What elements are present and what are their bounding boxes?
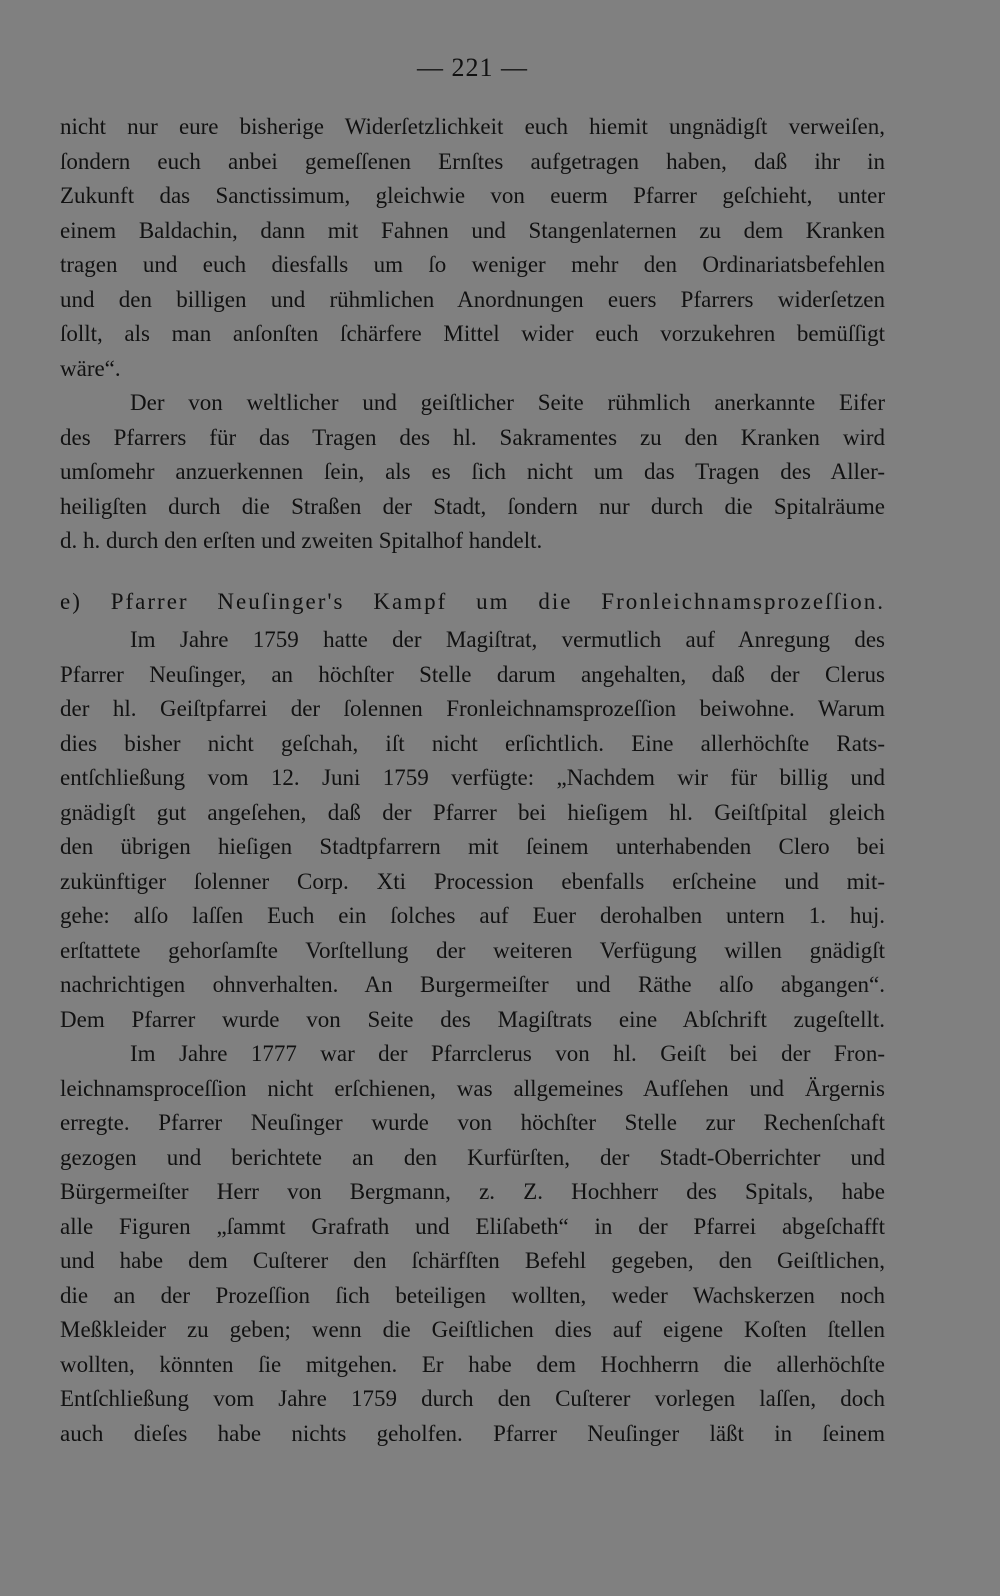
text-line: zukünftiger ſolenner Corp. Xti Procession ebenfalls erſcheine und mit- bbox=[60, 868, 885, 894]
paragraph bbox=[60, 110, 885, 386]
text-line: erſtattete gehorſamſte Vorſtellung der weiteren Verfügung willen gnädigſt bbox=[60, 937, 885, 963]
text-line: gnädigſt gut angeſehen, daß der Pfarrer bei hieſigem hl. Geiſtſpital gleich bbox=[60, 799, 885, 825]
text-line: nachrichtigen ohnverhalten. An Burgermeiſter und Räthe alſo abgangen“. bbox=[60, 972, 885, 997]
text-line: Dem Pfarrer wurde von Seite des Magiſtrats eine Abſchrift zugeſtellt. bbox=[60, 1006, 885, 1032]
text-line: wollten, könnten ſie mitgehen. Er habe dem Hochherrn die allerhöchſte bbox=[60, 1351, 885, 1377]
text-line: dies bisher nicht geſchah, iſt nicht erſichtlich. Eine allerhöchſte Rats- bbox=[60, 730, 885, 756]
text-line: erregte. Pfarrer Neuſinger wurde von höchſter Stelle zur Rechenſchaft bbox=[60, 1110, 885, 1135]
text-line: die an der Prozeſſion ſich beteiligen wollten, weder Wachskerzen noch bbox=[60, 1282, 885, 1308]
text-line: Zukunft das Sanctissimum, gleichwie von euerm Pfarrer geſchieht, unter bbox=[60, 183, 885, 208]
text-line: d. h. durch den erſten und zweiten Spitalhof handelt. bbox=[60, 528, 543, 553]
text-line: ſollt, als man anſonſten ſchärfere Mittel wider euch vorzukehren bemüſſigt bbox=[60, 321, 885, 346]
text-line: heiligſten durch die Straßen der Stadt, ſondern nur durch die Spitalräume bbox=[60, 493, 885, 519]
text-line: und habe dem Cuſterer den ſchärfſten Befehl gegeben, den Geiſtlichen, bbox=[60, 1248, 885, 1273]
text-line: einem Baldachin, dann mit Fahnen und Stangenlaternen zu dem Kranken bbox=[60, 217, 885, 243]
text-line: und den billigen und rühmlichen Anordnungen euers Pfarrers widerſetzen bbox=[60, 286, 885, 312]
text-line: gehe: alſo laſſen Euch ein ſolches auf Euer derohalben untern 1. huj. bbox=[60, 903, 885, 928]
text-line: Bürgermeiſter Herr von Bergmann, z. Z. Hochherr des Spitals, habe bbox=[60, 1179, 885, 1204]
text-line: des Pfarrers für das Tragen des hl. Sakramentes zu den Kranken wird bbox=[60, 424, 885, 450]
text-line: tragen und euch diesfalls um ſo weniger mehr den Ordinariatsbefehlen bbox=[60, 252, 885, 277]
text-line: leichnamsproceſſion nicht erſchienen, was allgemeines Aufſehen und Ärgernis bbox=[60, 1075, 885, 1101]
paragraph bbox=[60, 1037, 885, 1451]
text-line: der hl. Geiſtpfarrei der ſolennen Fronleichnamsprozeſſion beiwohne. Warum bbox=[60, 696, 885, 721]
paragraph bbox=[60, 623, 885, 1037]
text-line: gezogen und berichtete an den Kurfürſten, der Stadt-Oberrichter und bbox=[60, 1144, 885, 1170]
text-line: Meßkleider zu geben; wenn die Geiſtlichen dies auf eigene Koſten ſtellen bbox=[60, 1317, 885, 1342]
text-line: nicht nur eure bisherige Widerſetzlichkeit euch hiemit ungnädigſt verweiſen, bbox=[60, 114, 885, 139]
text-line: ſondern euch anbei gemeſſenen Ernſtes aufgetragen haben, daß ihr in bbox=[60, 148, 885, 174]
text-line: Der von weltlicher und geiſtlicher Seite rühmlich anerkannte Eifer bbox=[130, 390, 885, 415]
text-line: auch dieſes habe nichts geholfen. Pfarrer Neuſinger läßt in ſeinem bbox=[60, 1420, 885, 1446]
text-line: alle Figuren „ſammt Grafrath und Eliſabeth“ in der Pfarrei abgeſchafft bbox=[60, 1213, 885, 1239]
text-block bbox=[60, 110, 885, 1451]
text-line: wäre“. bbox=[60, 355, 121, 381]
text-line: den übrigen hieſigen Stadtpfarrern mit ſeinem unterhabenden Clero bei bbox=[60, 834, 885, 859]
text-line: entſchließung vom 12. Juni 1759 verfügte: „Nachdem wir für billig und bbox=[60, 765, 885, 790]
text-line: Im Jahre 1759 hatte der Magiſtrat, vermutlich auf Anregung des bbox=[130, 627, 885, 652]
text-line: umſomehr anzuerkennen ſein, als es ſich nicht um das Tragen des Aller- bbox=[60, 459, 885, 484]
section-heading: e) Pfarrer Neuſinger's Kampf um die Fronleichnamsprozeſſion. bbox=[60, 588, 885, 614]
paragraph bbox=[60, 386, 885, 559]
text-line: Im Jahre 1777 war der Pfarrclerus von hl. Geiſt bei der Fron- bbox=[130, 1041, 885, 1066]
text-line: Pfarrer Neuſinger, an höchſter Stelle darum angehalten, daß der Clerus bbox=[60, 661, 885, 687]
page-number: — 221 — bbox=[417, 53, 528, 82]
text-line: Entſchließung vom Jahre 1759 durch den Cuſterer vorlegen laſſen, doch bbox=[60, 1386, 885, 1411]
